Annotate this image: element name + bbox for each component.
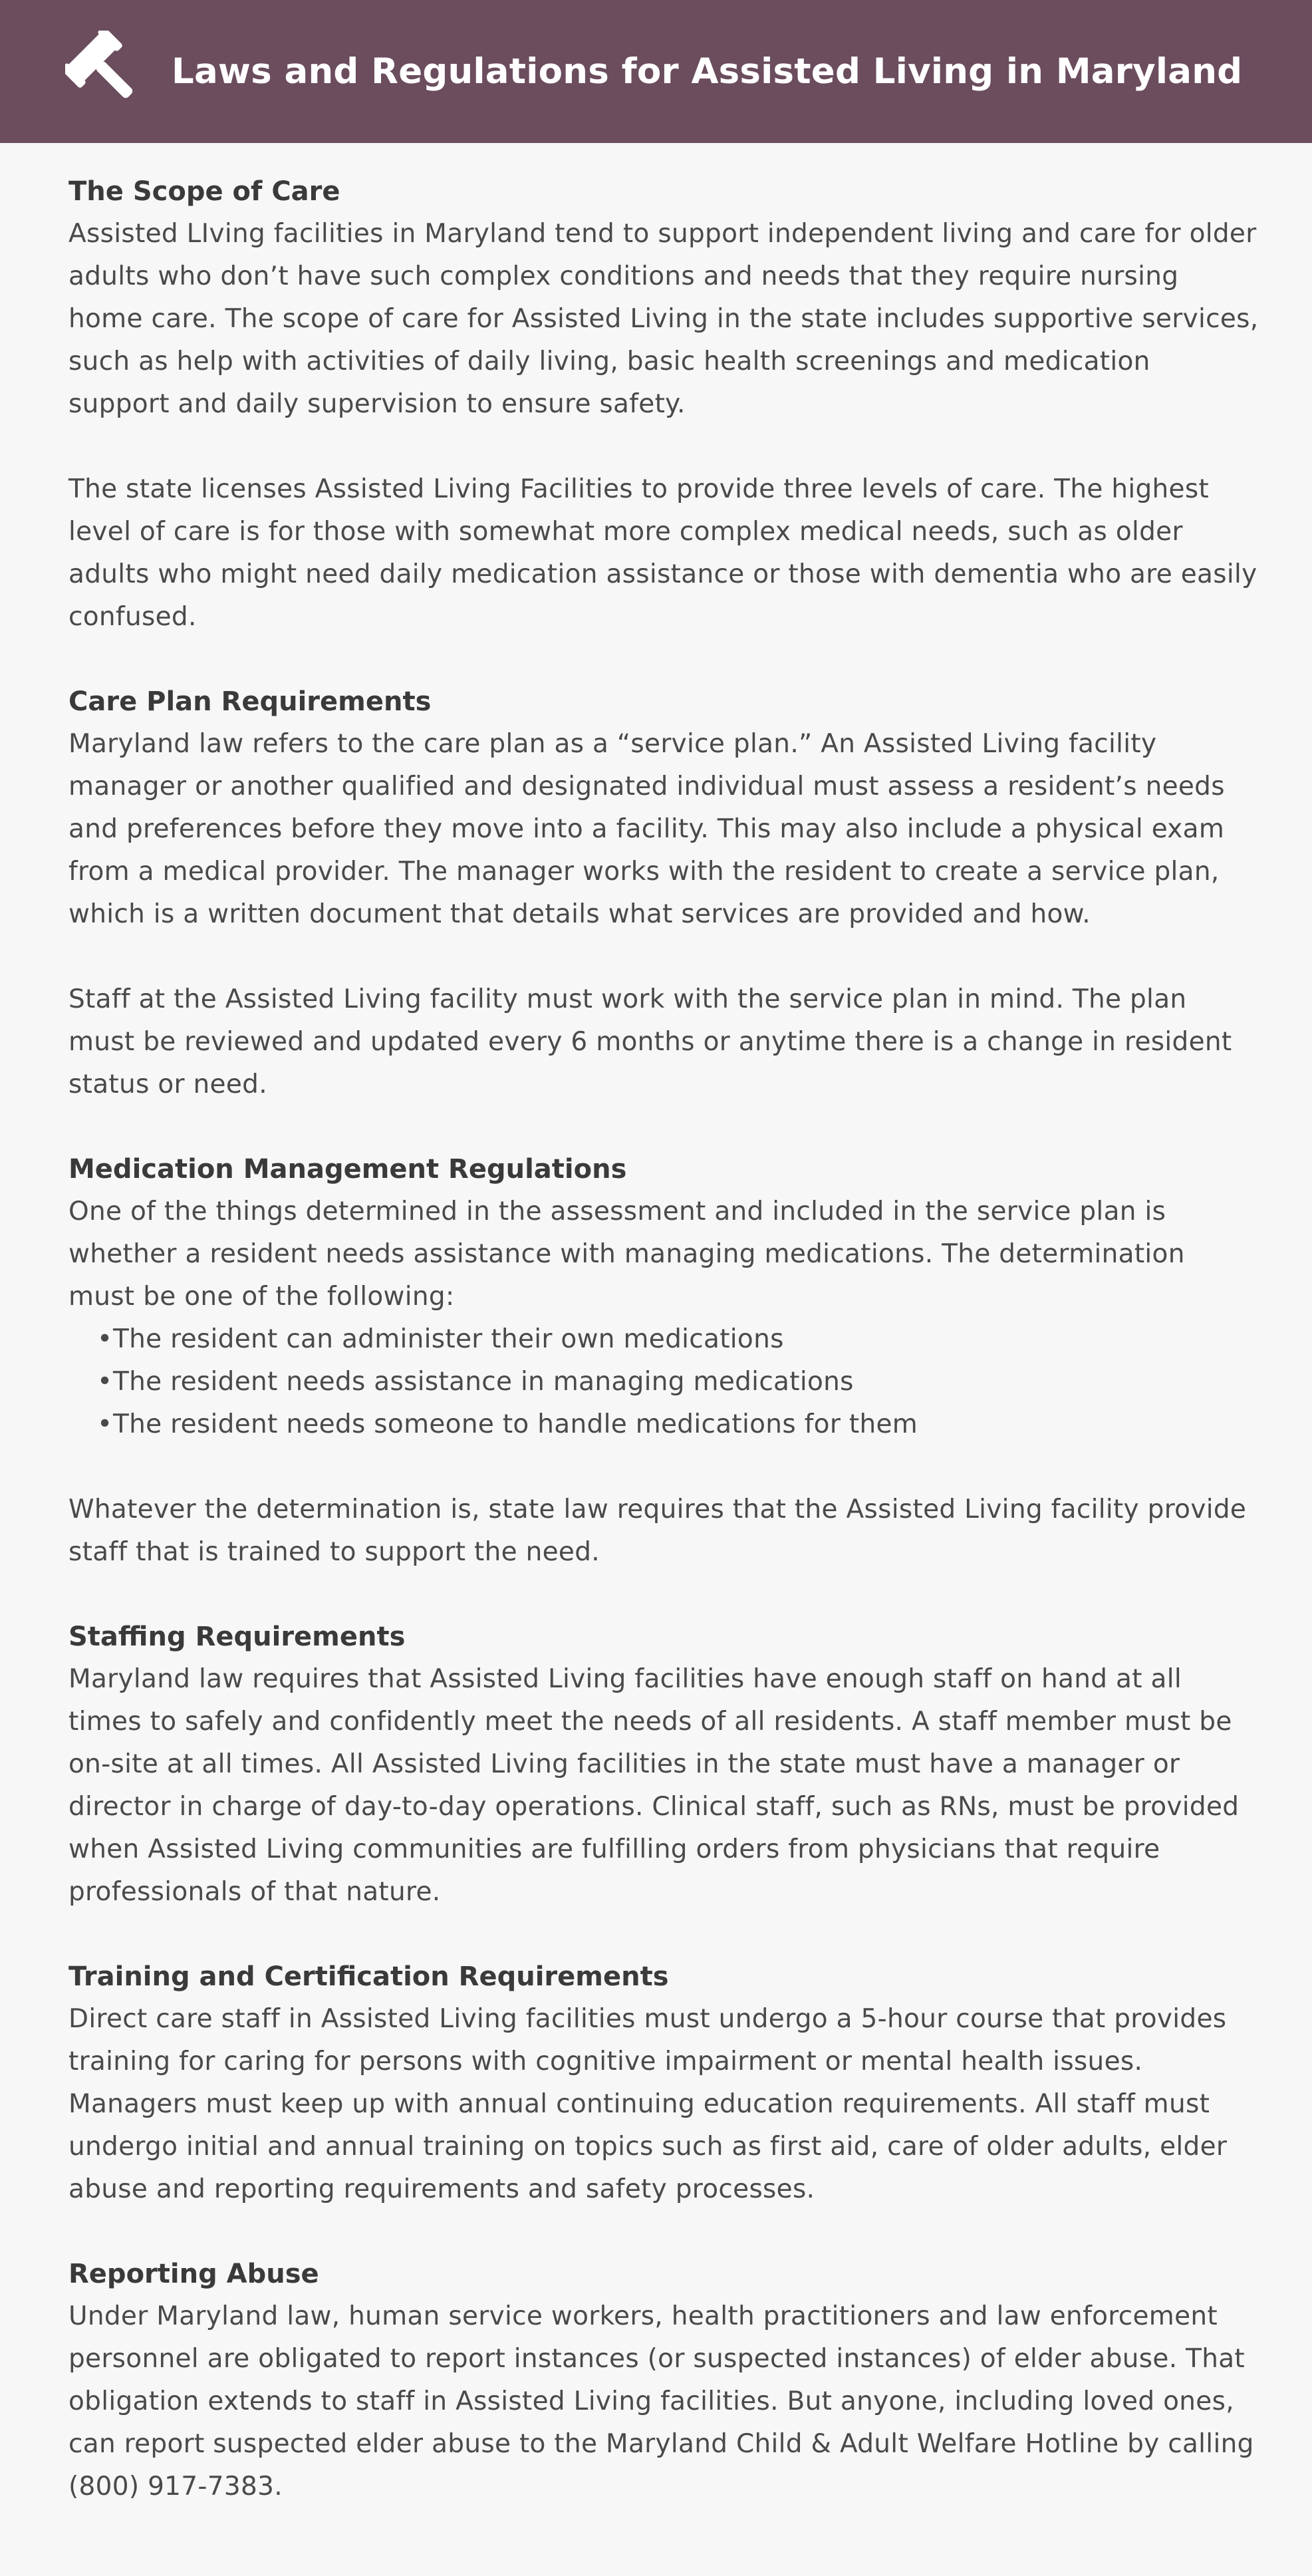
paragraph: Under Maryland law, human service workers, health practitioners and law enforcement personnel are obligated to report instances (or suspected instances) of elder abuse. That obligation extends to staff in Assisted Living facilities. But anyone, including loved ones, can report suspected elder abuse to the Maryland Child & Adult Welfare Hotline by calling (800) 917-7383. [68,2301,1254,2502]
page-header [0,0,1312,143]
medication-determination-list [68,1318,1259,1446]
gavel-icon [65,31,148,113]
article-body [68,170,1259,2550]
paragraph: Direct care staff in Assisted Living facilities must undergo a 5-hour course that provides training for caring for persons with cognitive impairment or mental health issues. Managers must keep up with annual continuing education requirements. All staff must undergo initial and annual training on topics such as first aid, care of older adults, elder abuse and reporting requirements and safety processes. [68,2004,1228,2204]
paragraph: Staff at the Assisted Living facility must work with the service plan in mind. The plan must be reviewed and updated every 6 months or anytime there is a change in resident status or need. [68,984,1232,1099]
paragraph: Whatever the determination is, state law requires that the Assisted Living facility provide staff that is trained to support the need. [68,1495,1247,1567]
list-item [97,1361,1259,1403]
section-heading: The Scope of Care [68,176,340,207]
section-heading: Care Plan Requirements [68,686,432,717]
paragraph: Maryland law requires that Assisted Living facilities have enough staff on hand at all times to safely and confidently meet the needs of all residents. A staff member must be on-site at all times. All Assisted Living facilities in the state must have a manager or director in charge of day-to-day operations. Clinical staff, such as RNs, must be provided when Assisted Living communities are fulfilling orders from physicians that require professionals of that nature. [68,1664,1240,1907]
section-care-plan-requirements [68,680,1259,1106]
list-item-text: The resident needs assistance in managing medications [113,1367,854,1397]
bullet-icon: • [97,1409,113,1439]
section-heading: Staffing Requirements [68,1622,406,1652]
section-reporting-abuse [68,2253,1259,2508]
paragraph: Assisted LIving facilities in Maryland tend to support independent living and care for older adults who don’t have such complex conditions and needs that they require nursing home care. The scope of care for Assisted Living in the state includes supportive services, such as help with activities of daily living, basic health screenings and medication support and daily supervision to ensure safety. [68,219,1259,419]
section-heading: Reporting Abuse [68,2259,319,2289]
list-item [97,1403,1259,1446]
paragraph: Maryland law refers to the care plan as a “service plan.” An Assisted Living facility manager or another qualified and designated individual must assess a resident’s needs and preferences before they move into a facility. This may also include a physical exam from a medical provider. The manager works with the resident to create a service plan, which is a written document that details what services are provided and how. [68,729,1225,929]
list-item-text: The resident needs someone to handle medications for them [113,1409,918,1439]
section-training-certification [68,1955,1259,2211]
bullet-icon: • [97,1324,113,1354]
bullet-icon: • [97,1367,113,1397]
section-heading: Medication Management Regulations [68,1154,627,1185]
section-medication-management [68,1148,1259,1574]
page-title: Laws and Regulations for Assisted Living in Maryland [172,51,1243,92]
list-item-text: The resident can administer their own medications [113,1324,784,1354]
paragraph: One of the things determined in the assessment and included in the service plan is whether a resident needs assistance with managing medications. The determination must be one of the following: [68,1197,1185,1312]
list-item [97,1318,1259,1361]
section-heading: Training and Certification Requirements [68,1961,669,1992]
paragraph: The state licenses Assisted Living Facilities to provide three levels of care. The highest level of care is for those with somewhat more complex medical needs, such as older adults who might need daily medication assistance or those with dementia who are easily confused. [68,474,1257,632]
section-scope-of-care [68,170,1259,639]
section-staffing-requirements [68,1616,1259,1914]
